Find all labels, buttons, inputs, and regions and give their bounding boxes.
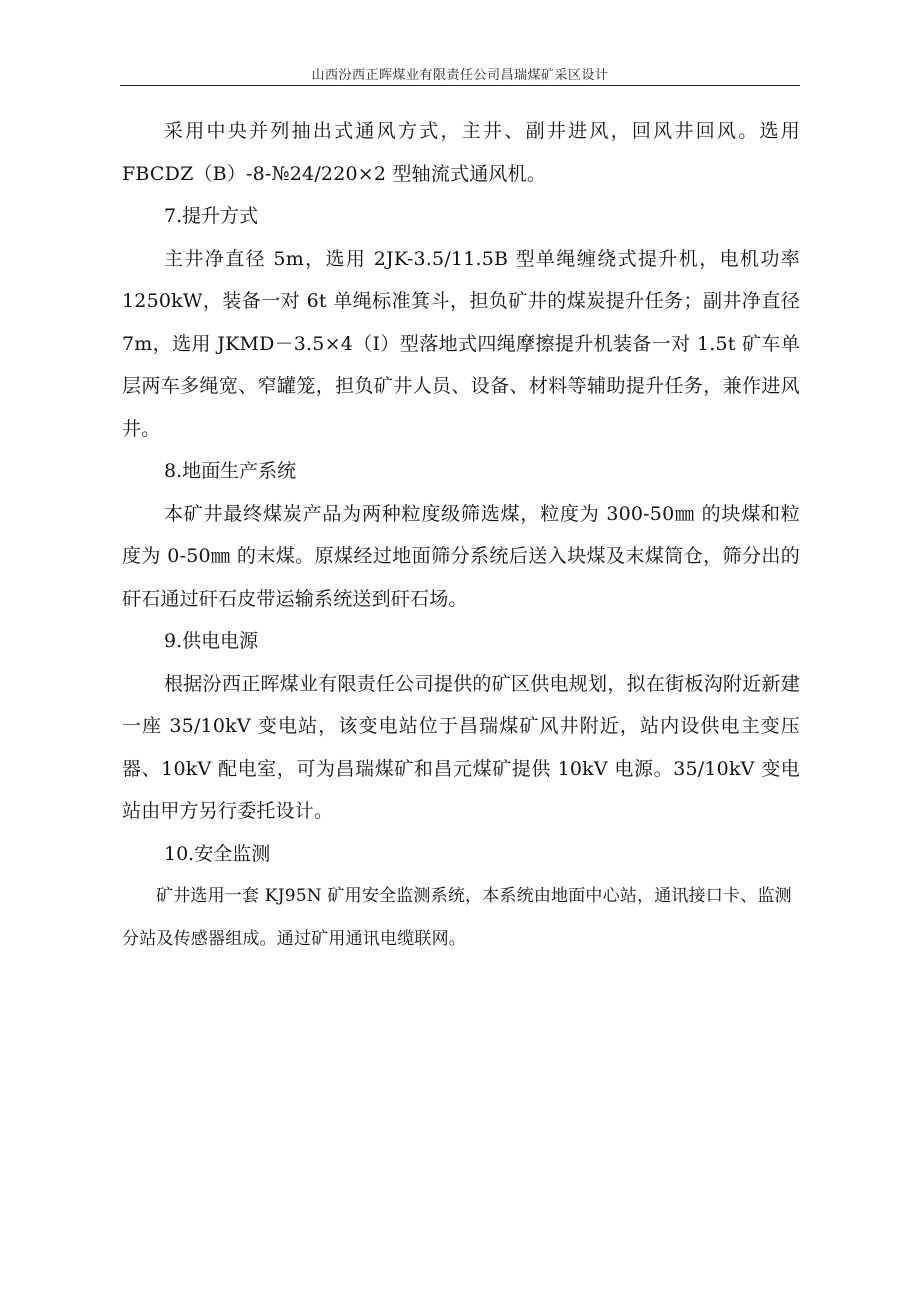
section-heading-power-supply: 9.供电电源 bbox=[164, 630, 259, 652]
header-divider bbox=[120, 85, 800, 86]
paragraph-hoisting: 主井净直径 5m，选用 2JK-3.5/11.5B 型单绳缠绕式提升机，电机功率 1250kW，装备一对 6t 单绳标准箕斗，担负矿井的煤炭提升任务；副井净直径 7m，选用 JKMD－3.5×4（I）型落地式四绳摩擦提升机装备一对 1.5t 矿车单层两车多绳宽、窄罐笼，担负矿井人员、设备、材料等辅助提升任务，兼作进风井。 bbox=[122, 247, 800, 440]
page-header: 山西汾西正晖煤业有限责任公司昌瑞煤矿采区设计 bbox=[311, 68, 609, 83]
paragraph-surface-production: 本矿井最终煤炭产品为两种粒度级筛选煤，粒度为 300-50㎜ 的块煤和粒度为 0-50㎜ 的末煤。原煤经过地面筛分系统后送入块煤及末煤筒仓，筛分出的矸石通过矸石皮带运输系统送到矸石场。 bbox=[122, 502, 800, 610]
paragraph-power-supply: 根据汾西正晖煤业有限责任公司提供的矿区供电规划，拟在街板沟附近新建一座 35/10kV 变电站，该变电站位于昌瑞煤矿风井附近，站内设供电主变压器、10kV 配电室，可为昌瑞煤矿和昌元煤矿提供 10kV 电源。35/10kV 变电站由甲方另行委托设计。 bbox=[122, 672, 800, 822]
section-heading-hoisting: 7.提升方式 bbox=[164, 205, 259, 227]
section-heading-surface-production: 8.地面生产系统 bbox=[164, 460, 297, 482]
document-body bbox=[122, 110, 800, 960]
paragraph-ventilation: 采用中央并列抽出式通风方式，主井、副井进风，回风井回风。选用 FBCDZ（B）-8-№24/220×2 型轴流式通风机。 bbox=[122, 120, 800, 185]
section-heading-safety-monitoring: 10.安全监测 bbox=[164, 842, 271, 865]
paragraph-safety-monitoring: 矿井选用一套 KJ95N 矿用安全监测系统，本系统由地面中心站，通讯接口卡、监测分站及传感器组成。通过矿用通讯电缆联网。 bbox=[122, 886, 792, 949]
